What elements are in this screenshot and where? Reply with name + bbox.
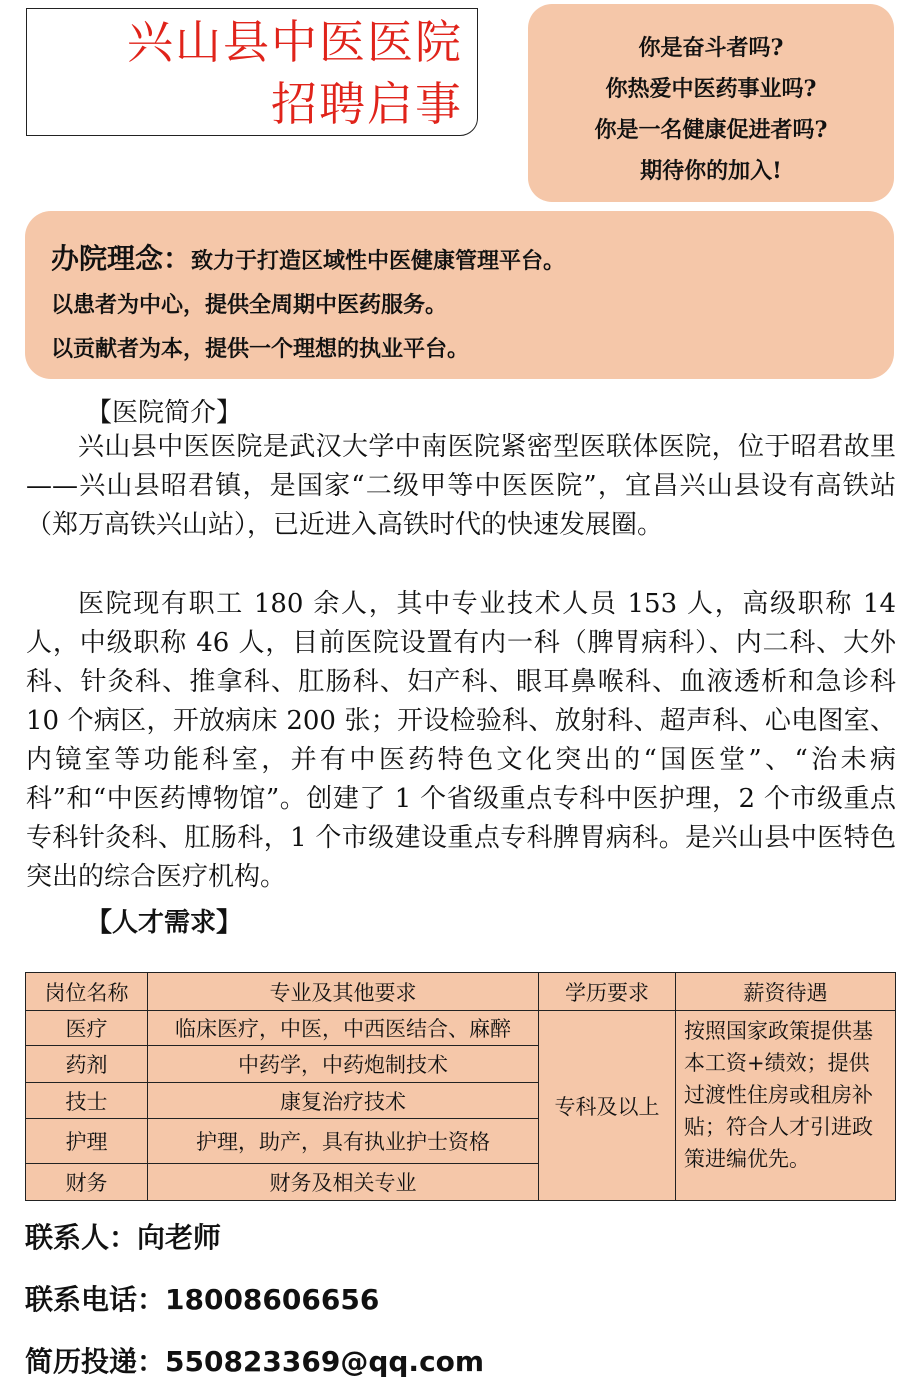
requirement-cell: 护理，助产，具有执业护士资格 [148,1119,539,1164]
education-cell: 专科及以上 [539,1011,676,1201]
question-bubble [528,4,894,202]
title-recruitment: 招聘启事 [271,77,463,131]
motto-line: 以贡献者为本，提供一个理想的执业平台。 [51,336,470,362]
post-cell: 护理 [26,1119,148,1164]
post-cell: 财务 [26,1164,148,1201]
motto-label: 办院理念： [51,242,192,275]
intro-paragraph-2: 医院现有职工 180 余人，其中专业技术人员 153 人，高级职称 14 人，中级职称 46 人，目前医院设置有内一科（脾胃病科）、内二科、大外科、针灸科、推拿科、肛肠科、妇产科、眼耳鼻喉科、血液透析和急诊科 10 个病区，开放病床 200 张；开设检验科、放射科、超声科、心电图室、内镜室等功能科室，并有中医药特色文化突出的“国医堂”、“治未病科”和“中医药博物馆”。创建了 1 个省级重点专科中医护理，2 个市级重点专科针灸科、肛肠科，1 个市级建设重点专科脾胃病科。是兴山县中医特色突出的综合医疗机构。 [26,589,896,892]
title-box [26,8,478,136]
post-cell: 药剂 [26,1046,148,1083]
question-line: 你是一名健康促进者吗? [594,117,828,143]
requirement-cell: 财务及相关专业 [148,1164,539,1201]
requirement-cell: 康复治疗技术 [148,1083,539,1119]
table-row [26,1011,896,1046]
intro-paragraph-1: 兴山县中医医院是武汉大学中南医院紧密型医联体医院，位于昭君故里——兴山县昭君镇，是国家“二级甲等中医医院”，宜昌兴山县设有高铁站（郑万高铁兴山站），已近进入高铁时代的快速发展圈。 [26,432,896,540]
resume-email: 简历投递：550823369@qq.com [25,1345,485,1378]
contact-person: 联系人：向老师 [25,1221,222,1254]
needs-heading: 【人才需求】 [86,908,243,938]
intro-heading: 【医院简介】 [86,398,243,428]
salary-cell: 按照国家政策提供基本工资+绩效；提供过渡性住房或租房补贴；符合人才引进政策进编优先。 [676,1011,896,1201]
title-hospital: 兴山县中医医院 [127,15,463,69]
header-post: 岗位名称 [26,973,148,1011]
jobs-table [25,972,896,1201]
requirement-cell: 中药学，中药炮制技术 [148,1046,539,1083]
motto-box [25,211,894,379]
motto-row-1 [51,237,894,283]
contact-phone: 联系电话：18008606656 [25,1283,380,1316]
requirement-cell: 临床医疗，中医，中西医结合、麻醉 [148,1011,539,1046]
question-line: 期待你的加入! [640,158,782,184]
question-line: 你是奋斗者吗? [638,35,784,61]
post-cell: 医疗 [26,1011,148,1046]
motto-line: 以患者为中心，提供全周期中医药服务。 [51,292,448,318]
header-salary: 薪资待遇 [676,973,896,1011]
post-cell: 技士 [26,1083,148,1119]
question-line: 你热爱中医药事业吗? [605,76,817,102]
header-requirements: 专业及其他要求 [148,973,539,1011]
table-header-row [26,973,896,1011]
motto-line: 致力于打造区域性中医健康管理平台。 [191,248,566,274]
header-education: 学历要求 [539,973,676,1011]
